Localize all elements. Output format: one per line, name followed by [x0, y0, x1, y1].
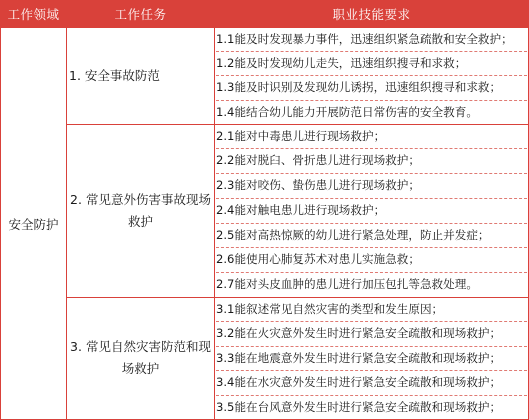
requirements-list: [216, 125, 527, 297]
requirement-item: 3.3能在地震意外发生时进行紧急安全疏散和现场救护；: [216, 347, 527, 372]
task-cell: 3. 常见自然灾害防范和现场救护: [67, 297, 215, 420]
requirement-item: 2.3能对咬伤、蛰伤患儿进行现场救护；: [216, 174, 527, 199]
requirement-item: 2.4能对触电患儿进行现场救护；: [216, 199, 527, 224]
requirement-item: 1.3能及时识别及发现幼儿诱拐，迅速组织搜寻和求救；: [216, 76, 527, 100]
requirement-item: 3.1能叙述常见自然灾害的类型和发生原因；: [216, 298, 527, 323]
requirement-item: 3.4能在水灾意外发生时进行紧急安全疏散和现场救护；: [216, 371, 527, 396]
requirement-item: 1.2能及时发现幼儿走失，迅速组织搜寻和求救；: [216, 52, 527, 76]
requirement-item: 3.2能在火灾意外发生时进行紧急安全疏散和现场救护；: [216, 322, 527, 347]
requirement-item: 1.1能及时发现暴力事件，迅速组织紧急疏散和安全救护；: [216, 28, 527, 52]
requirements-cell: [215, 28, 529, 125]
requirements-cell: [215, 297, 529, 420]
task-cell: 2. 常见意外伤害事故现场救护: [67, 124, 215, 297]
column-header-domain: 工作领域: [1, 1, 67, 28]
table-row: [1, 124, 529, 297]
requirements-list: [216, 298, 527, 420]
task-cell: 1. 安全事故防范: [67, 28, 215, 125]
table-row: [1, 297, 529, 420]
domain-cell: 安全防护: [1, 28, 67, 420]
requirements-cell: [215, 124, 529, 297]
requirements-list: [216, 28, 527, 124]
requirement-item: 2.5能对高热惊厥的幼儿进行紧急处理，防止并发症；: [216, 224, 527, 249]
requirement-item: 2.1能对中毒患儿进行现场救护；: [216, 125, 527, 150]
requirement-item: 2.2能对脱臼、骨折患儿进行现场救护；: [216, 149, 527, 174]
table-header-row: [1, 1, 529, 28]
requirement-item: 3.5能在台风意外发生时进行紧急安全疏散和现场救护；: [216, 399, 502, 414]
column-header-requirements: 职业技能要求: [215, 1, 529, 28]
requirement-item: 2.6能使用心肺复苏术对患儿实施急救；: [216, 248, 527, 273]
requirement-item: 1.4能结合幼儿能力开展防范日常伤害的安全教育。: [216, 104, 478, 119]
table-row: [1, 28, 529, 125]
requirement-item: 2.7能对头皮血肿的患儿进行加压包扎等急救处理。: [216, 276, 478, 291]
column-header-task: 工作任务: [67, 1, 215, 28]
